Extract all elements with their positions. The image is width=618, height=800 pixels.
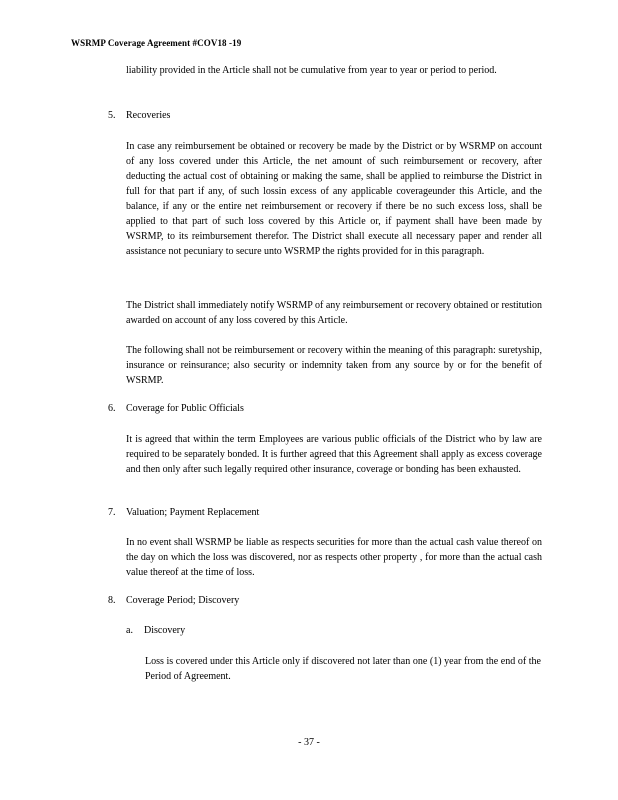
subsection-letter: a. [126, 625, 133, 636]
recoveries-paragraph-2: The District shall immediately notify WSRMP of any reimbursement or recovery obtained or restitution awarded on account of any loss covered by this Article. [126, 300, 542, 326]
subsection-a-heading [126, 624, 185, 638]
section-title: Valuation; Payment Replacement [126, 507, 260, 518]
section-8-heading [108, 594, 239, 608]
recoveries-paragraph-3: The following shall not be reimbursement or recovery within the meaning of this paragraph: suretyship, insurance or reinsurance; also security or indemnity taken from any source by or for the benefit of WSRMP. [126, 345, 542, 386]
running-header: WSRMP Coverage Agreement #COV18 -19 [71, 38, 242, 48]
section-title: Coverage Period; Discovery [126, 595, 240, 606]
section-number: 7. [108, 507, 116, 518]
section-number: 8. [108, 595, 116, 606]
section-5-heading [108, 109, 170, 123]
continuation-paragraph: liability provided in the Article shall not be cumulative from year to year or period to period. [126, 65, 497, 76]
subsection-title: Discovery [144, 625, 186, 636]
section-7-heading [108, 506, 259, 520]
discovery-paragraph: Loss is covered under this Article only if discovered not later than one (1) year from the end of the Period of Agreement. [145, 656, 541, 682]
section-number: 5. [108, 110, 116, 121]
recoveries-paragraph-1: In case any reimbursement be obtained or recovery be made by the District or by WSRMP on account of any loss covered under this Article, the net amount of such reimbursement or recovery, after deducting the actual cost of obtaining or making the same, shall be applied to reimburse the District in full for that part if any, of such lossin excess of any applicable coverageunder this Article, and the balance, if any or the entire net reimbursement or recovery if there be no such excess loss, shall be applied to that part of such loss covered by this Article or, if payment shall have been made by WSRMP, to its reimbursement therefor. The District shall execute all necessary paper and render all assistance not pecuniary to secure unto WSRMP the rights provided for in this paragraph. [126, 141, 542, 257]
page-number: - 37 - [298, 737, 320, 748]
section-title: Coverage for Public Officials [126, 403, 244, 414]
public-officials-paragraph: It is agreed that within the term Employees are various public officials of the District who by law are required to be separately bonded. It is further agreed that this Agreement shall apply as excess coverage and then only after such legally required other insurance, coverage or bonding has been exhausted. [126, 434, 542, 475]
section-number: 6. [108, 403, 116, 414]
valuation-paragraph: In no event shall WSRMP be liable as respects securities for more than the actual cash value thereof on the day on which the loss was discovered, nor as respects other property , for more than the actual cash value thereof at the time of loss. [126, 537, 542, 578]
section-title: Recoveries [126, 110, 171, 121]
section-6-heading [108, 402, 244, 416]
